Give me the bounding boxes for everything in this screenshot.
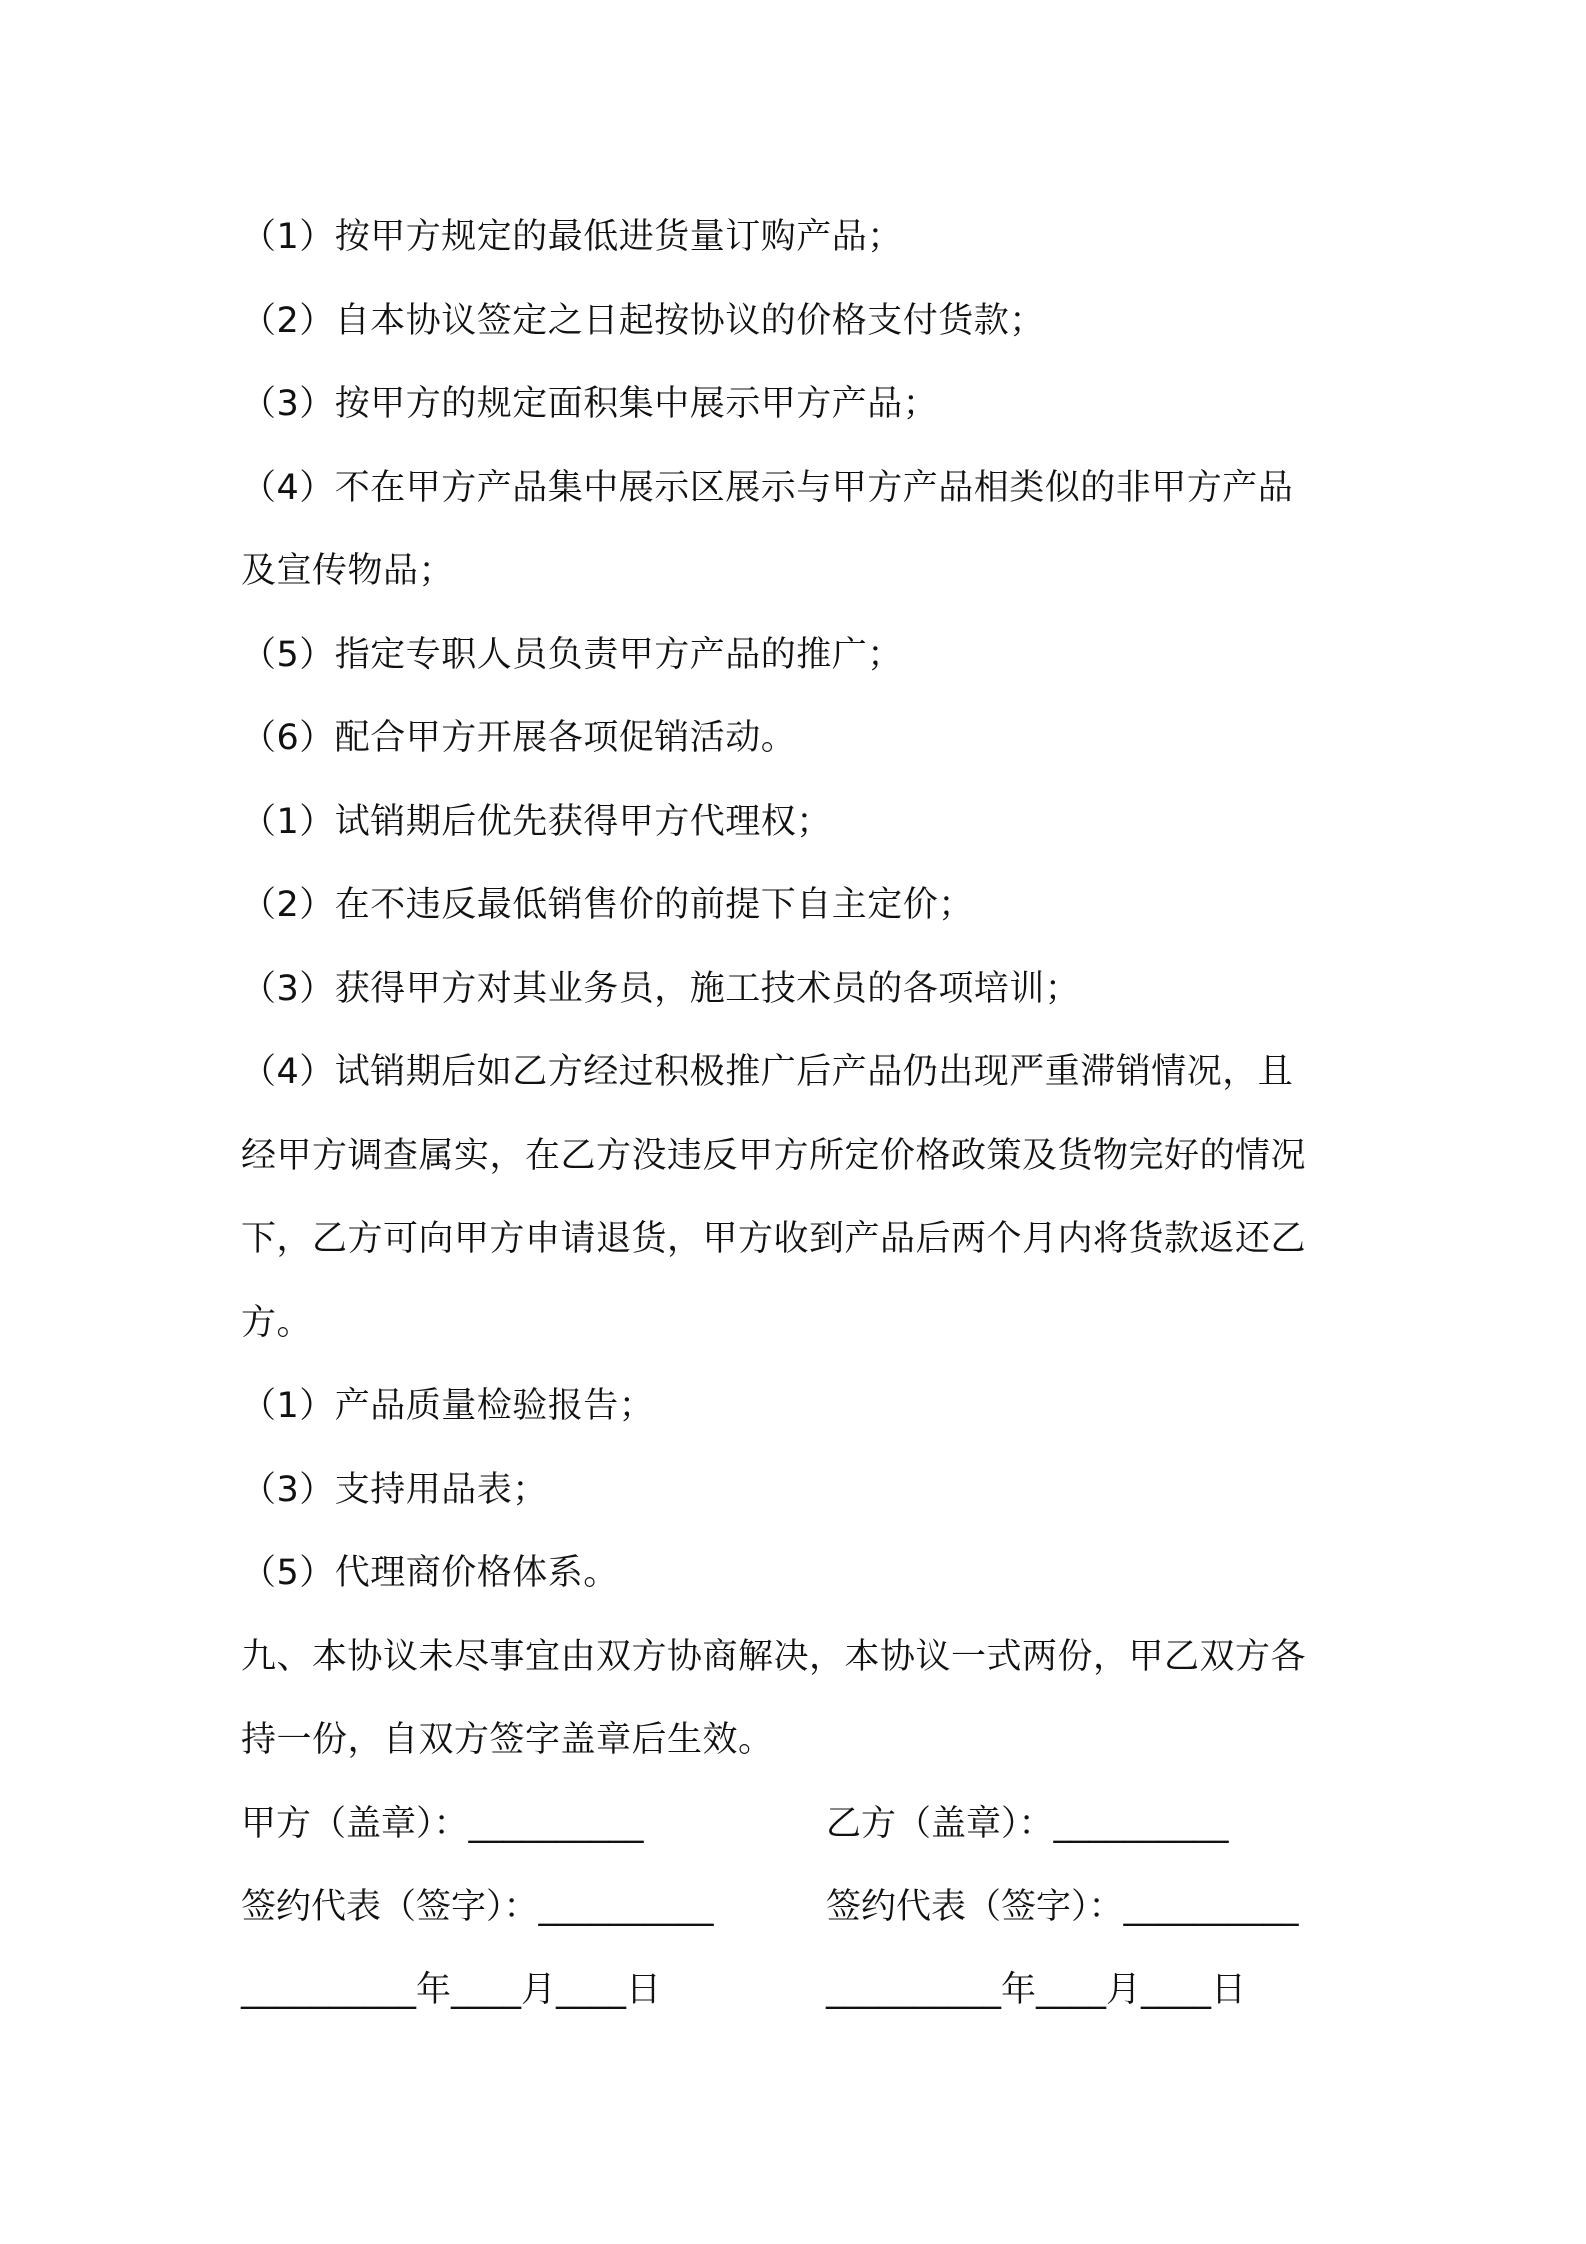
clause-line: 及宣传物品； (241, 551, 455, 591)
clause-line: 经甲方调查属实，在乙方没违反甲方所定价格政策及货物完好的情况 (241, 1135, 1307, 1176)
party-a-seal-field: 甲方（盖章）：__________ (241, 1803, 644, 1844)
party-a-date-field: __________年____月____日 (241, 1969, 662, 2010)
party-b-date-field: __________年____月____日 (826, 1969, 1247, 2010)
signature-date-row (241, 1949, 1361, 2032)
clause-line: （4）不在甲方产品集中展示区展示与甲方产品相类似的非甲方产品 (241, 467, 1294, 508)
clause-line: （6）配合甲方开展各项促销活动。 (241, 718, 797, 758)
document-body (241, 196, 1361, 2032)
party-a-representative-field: 签约代表（签字）：__________ (241, 1886, 714, 1927)
clause-line: （1）按甲方规定的最低进货量订购产品； (241, 217, 903, 257)
signature-block (241, 1783, 1361, 2032)
clause-line: （5）指定专职人员负责甲方产品的推广； (241, 634, 903, 675)
clause-line: （3）获得甲方对其业务员，施工技术员的各项培训； (241, 968, 1081, 1009)
clause-line: （5）代理商价格体系。 (241, 1553, 619, 1593)
clause-line: （1）产品质量检验报告； (241, 1386, 655, 1426)
clause-line: 方。 (241, 1302, 313, 1343)
party-b-representative-field: 签约代表（签字）：__________ (826, 1886, 1299, 1927)
clause-line: 九、本协议未尽事宜由双方协商解决，本协议一式两份，甲乙双方各 (241, 1636, 1307, 1677)
clause-line: 持一份，自双方签字盖章后生效。 (241, 1720, 774, 1760)
clause-line: （2）在不违反最低销售价的前提下自主定价； (241, 885, 974, 925)
clause-line: 下，乙方可向甲方申请退货，甲方收到产品后两个月内将货款返还乙 (241, 1219, 1307, 1259)
clause-line: （1）试销期后优先获得甲方代理权； (241, 801, 832, 842)
clause-line: （3）按甲方的规定面积集中展示甲方产品； (241, 384, 939, 424)
signature-seal-row (241, 1783, 1361, 1866)
signature-representative-row (241, 1866, 1361, 1949)
clause-line: （4）试销期后如乙方经过积极推广后产品仍出现严重滞销情况，且 (241, 1052, 1294, 1092)
clause-line: （3）支持用品表； (241, 1469, 548, 1510)
party-b-seal-field: 乙方（盖章）：__________ (826, 1803, 1229, 1844)
clause-line: （2）自本协议签定之日起按协议的价格支付货款； (241, 300, 1045, 341)
